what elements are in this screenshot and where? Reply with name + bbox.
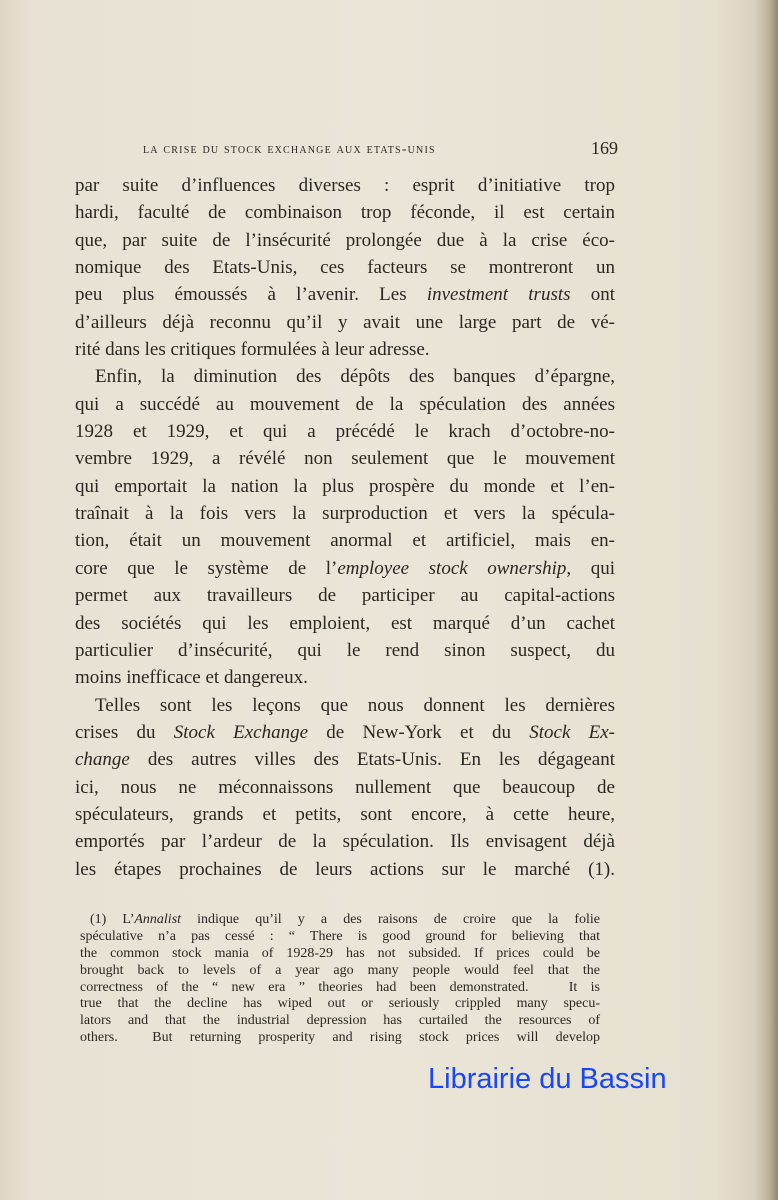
body-line — [75, 418, 615, 445]
text-segment: d’ailleurs déjà reconnu qu’il y avait une large part de vé- — [75, 311, 615, 333]
body-line — [75, 692, 615, 719]
body-line — [75, 254, 615, 281]
body-line — [75, 582, 615, 609]
footnote-line — [80, 912, 600, 929]
body-line — [75, 774, 615, 801]
body-line — [75, 227, 615, 254]
text-segment: spéculative n’a pas cessé : “ There is good ground for believing that — [80, 928, 600, 944]
text-segment: emportés par l’ardeur de la spéculation. Ils envisagent déjà — [75, 831, 615, 853]
body-line — [75, 500, 615, 527]
italic-text: change — [75, 749, 130, 771]
text-segment: traînait à la fois vers la surproduction et vers la spécula- — [75, 503, 615, 525]
body-line — [75, 199, 615, 226]
running-header — [143, 138, 618, 160]
text-segment: nomique des Etats-Unis, ces facteurs se montreront un — [75, 257, 615, 279]
body-line — [75, 281, 615, 308]
body-line — [75, 363, 615, 390]
body-line — [75, 664, 615, 691]
text-segment: les étapes prochaines de leurs actions sur le marché (1). — [75, 858, 615, 880]
text-segment: , qui — [566, 557, 616, 579]
body-line — [75, 172, 615, 199]
body-line — [75, 801, 615, 828]
body-line — [75, 746, 615, 773]
text-segment: de New-York et du — [308, 721, 530, 743]
footnote-line — [80, 963, 600, 980]
footnote-line — [80, 1030, 600, 1047]
text-segment: permet aux travailleurs de participer au capital-actions — [75, 585, 615, 607]
text-segment: qui emportait la nation la plus prospère du monde et l’en- — [75, 475, 615, 497]
text-segment: moins inefficace et dangereux. — [75, 667, 308, 689]
body-line — [75, 828, 615, 855]
body-line — [75, 856, 615, 883]
body-text — [75, 172, 615, 883]
footnote-line — [80, 946, 600, 963]
text-segment: par suite d’influences diverses : esprit d’initiative trop — [75, 175, 615, 196]
body-line — [75, 473, 615, 500]
text-segment: particulier d’insécurité, qui le rend sinon suspect, du — [75, 639, 615, 661]
text-segment: des sociétés qui les emploient, est marqué d’un cachet — [75, 612, 615, 634]
italic-text: Stock Exchange — [173, 721, 309, 743]
body-line — [75, 391, 615, 418]
text-segment: des autres villes des Etats-Unis. En les dégageant — [129, 749, 615, 771]
text-segment: lators and that the industrial depression has curtailed the resources of — [80, 1013, 600, 1029]
body-line — [75, 637, 615, 664]
italic-text: investment trusts — [426, 284, 571, 306]
text-segment: the common stock mania of 1928-29 has not subsided. If prices could be — [80, 945, 600, 961]
text-segment: others. But returning prosperity and rising stock prices will develop — [80, 1030, 600, 1046]
footnote-line — [80, 996, 600, 1013]
text-segment: Telles sont les leçons que nous donnent les dernières — [95, 694, 615, 716]
body-line — [75, 336, 615, 363]
body-line — [75, 527, 615, 554]
text-segment: spéculateurs, grands et petits, sont encore, à cette heure, — [75, 803, 615, 825]
text-segment: que, par suite de l’insécurité prolongée due à la crise éco- — [75, 229, 615, 251]
text-segment: (1) L’ — [90, 912, 135, 927]
text-segment: hardi, faculté de combinaison trop féconde, il est certain — [75, 202, 615, 224]
text-segment: indique qu’il y a des raisons de croire que la folie — [181, 912, 600, 927]
running-title: la crise du stock exchange aux etats-unis — [143, 142, 436, 157]
body-line — [75, 719, 615, 746]
footnote-line — [80, 929, 600, 946]
text-segment: correctness of the “ new era ” theories had been demonstrated. It is — [80, 979, 600, 995]
text-segment: peu plus émoussés à l’avenir. Les — [75, 284, 427, 306]
text-segment: rité dans les critiques formulées à leur adresse. — [75, 339, 430, 361]
body-line — [75, 309, 615, 336]
text-segment: true that the decline has wiped out or seriously crippled many specu- — [80, 996, 600, 1012]
italic-text: employee stock ownership — [337, 557, 567, 579]
body-line — [75, 555, 615, 582]
text-segment: Enfin, la diminution des dépôts des banques d’épargne, — [95, 366, 615, 388]
text-segment: crises du — [75, 721, 174, 743]
italic-text: Annalist — [134, 912, 182, 927]
text-segment: ici, nous ne méconnaissons nullement que beaucoup de — [75, 776, 615, 798]
body-line — [75, 610, 615, 637]
page-number: 169 — [591, 138, 618, 158]
italic-text: Stock Ex- — [529, 721, 616, 743]
watermark: Librairie du Bassin — [428, 1063, 667, 1095]
text-segment: core que le système de l’ — [75, 557, 338, 579]
text-segment: ont — [570, 284, 615, 306]
body-line — [75, 445, 615, 472]
text-segment: vembre 1929, a révélé non seulement que le mouvement — [75, 448, 615, 470]
text-segment: tion, était un mouvement anormal et artificiel, mais en- — [75, 530, 615, 552]
footnote-line — [80, 1013, 600, 1030]
text-segment: 1928 et 1929, et qui a précédé le krach d’octobre-no- — [75, 421, 615, 443]
footnote-line — [80, 980, 600, 997]
text-segment: brought back to levels of a year ago many people would feel that the — [80, 962, 600, 978]
footnote — [80, 912, 600, 1047]
text-segment: qui a succédé au mouvement de la spéculation des années — [75, 393, 615, 415]
